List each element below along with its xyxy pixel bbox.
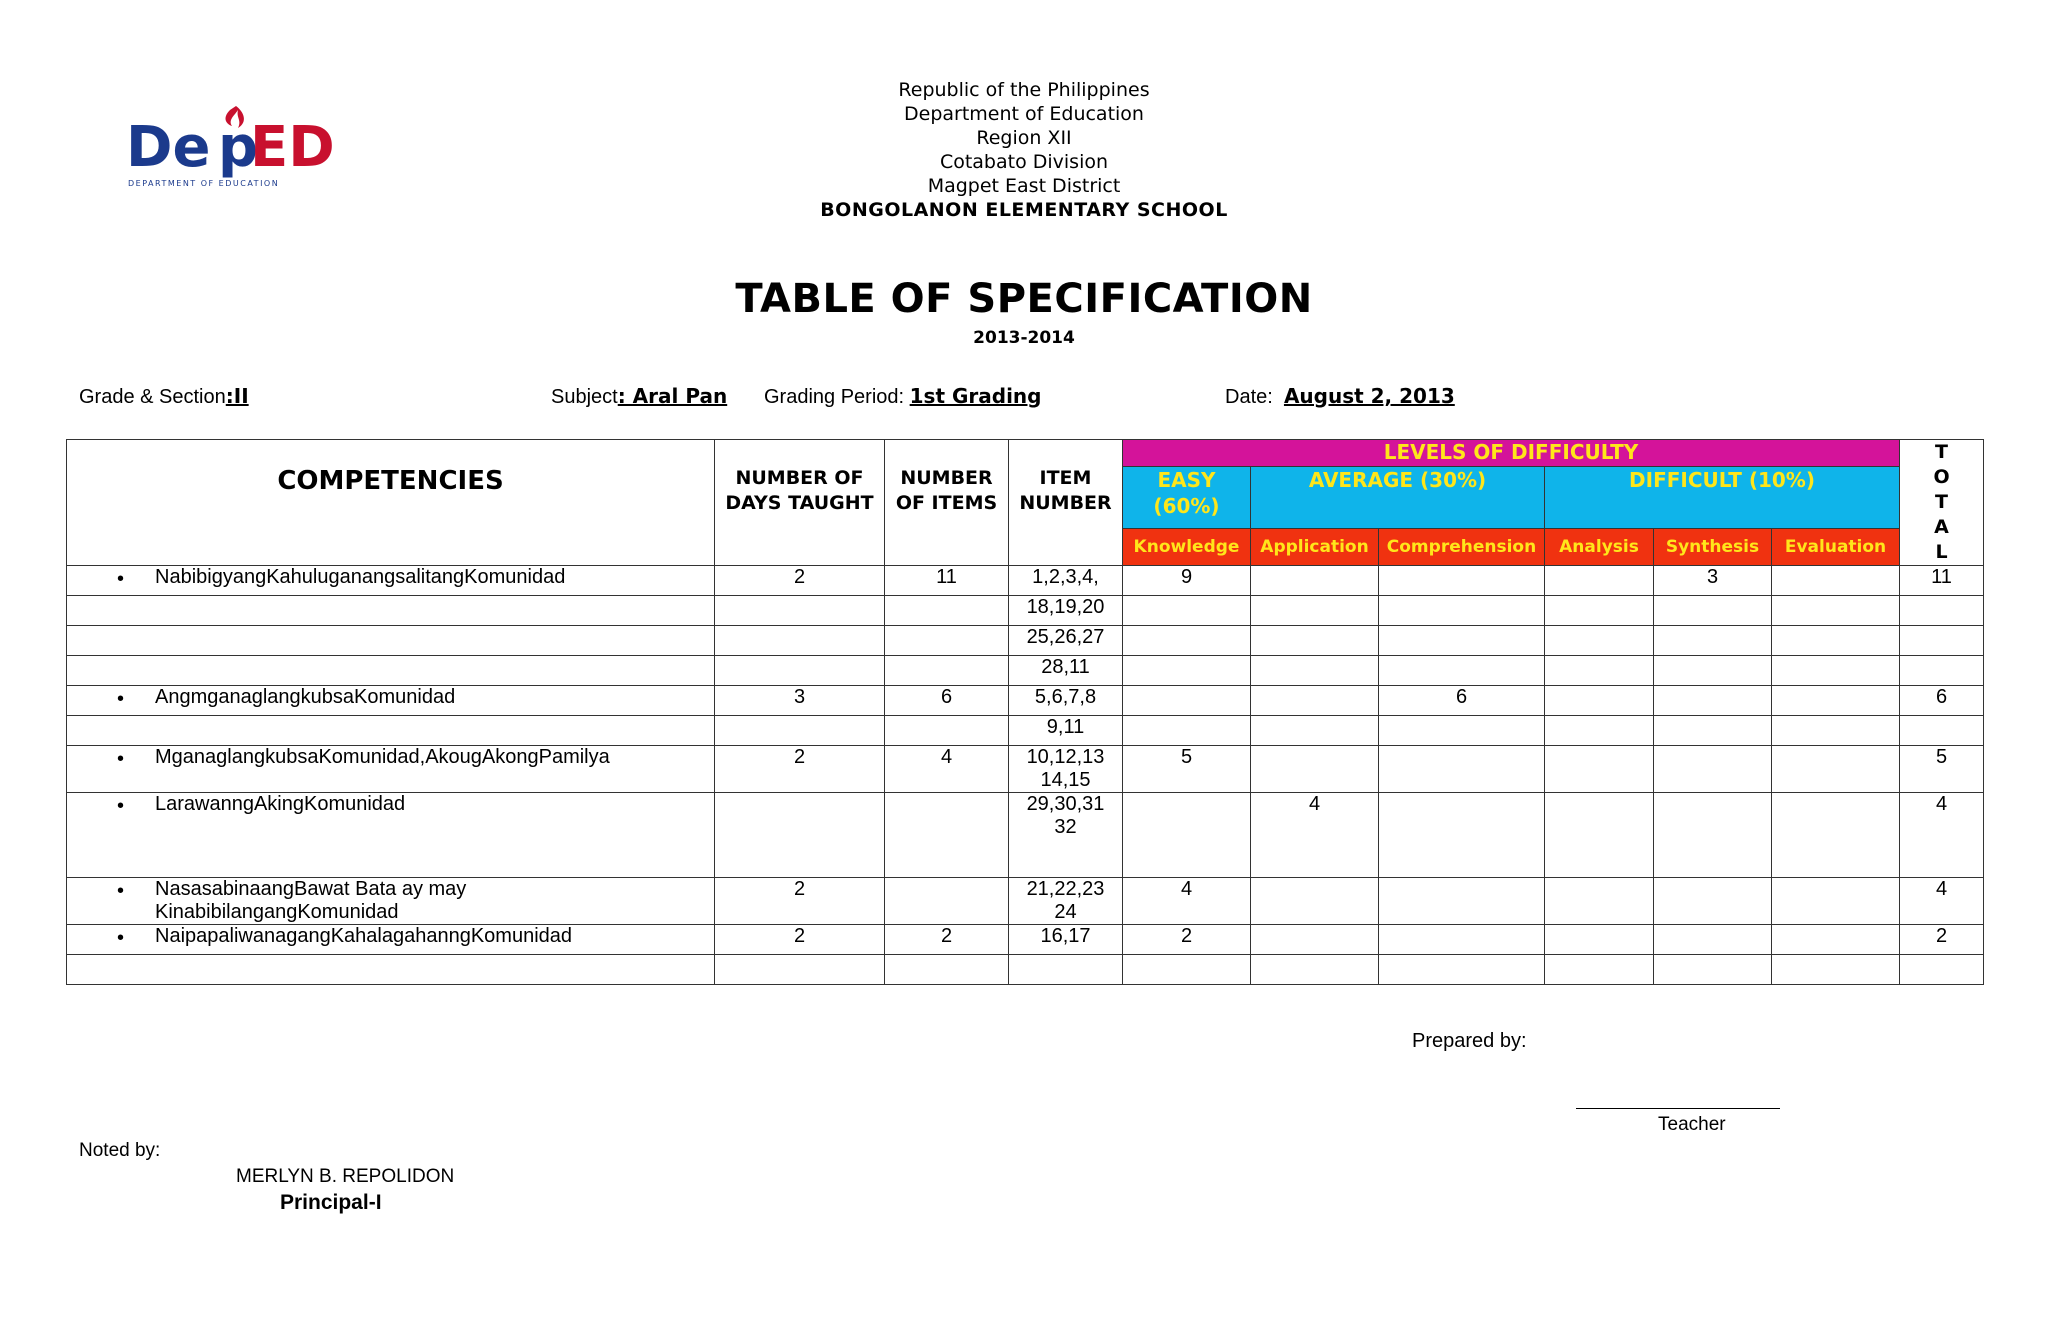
- grade-section-field: [79, 384, 249, 409]
- cell-comprehension: 6: [1379, 686, 1545, 716]
- cell-application: [1251, 596, 1379, 626]
- teacher-label: Teacher: [1658, 1114, 1726, 1135]
- cell-items: 6: [885, 686, 1009, 716]
- cell-items: 2: [885, 925, 1009, 955]
- header-line-department: Department of Education: [904, 103, 1144, 125]
- cell-application: [1251, 626, 1379, 656]
- competency-text: NabibigyangKahuluganangsalitangKomunidad: [155, 566, 566, 588]
- competency-cell: [67, 596, 715, 626]
- cell-item-no: 29,30,31 32: [1009, 793, 1123, 878]
- cell-item-no: 18,19,20: [1009, 596, 1123, 626]
- cell-synthesis: [1654, 878, 1772, 925]
- cell-days: [715, 793, 885, 878]
- table-body: [67, 566, 1984, 985]
- header-evaluation: Evaluation: [1772, 529, 1900, 566]
- cell-synthesis: [1654, 596, 1772, 626]
- teacher-signature-line: [1576, 1108, 1780, 1109]
- competency-cell: [67, 925, 715, 955]
- logo-text-p: p: [218, 115, 259, 180]
- header-easy: EASY (60%): [1123, 467, 1251, 529]
- cell-evaluation: [1772, 955, 1900, 985]
- table-row: [67, 656, 1984, 686]
- header-line-region: Region XII: [976, 127, 1072, 149]
- cell-total: 6: [1900, 686, 1984, 716]
- competency-cell: [67, 686, 715, 716]
- grading-period-field: [764, 384, 1042, 409]
- cell-total: [1900, 596, 1984, 626]
- cell-evaluation: [1772, 686, 1900, 716]
- cell-synthesis: [1654, 793, 1772, 878]
- logo-subtitle: DEPARTMENT OF EDUCATION: [128, 179, 280, 188]
- grading-period-label: Grading Period:: [764, 386, 910, 408]
- cell-items: 11: [885, 566, 1009, 596]
- competency-text: LarawanngAkingKomunidad: [155, 793, 406, 815]
- cell-comprehension: [1379, 878, 1545, 925]
- competency-text: KinabibilangangKomunidad: [155, 901, 399, 923]
- header-number-of-items: NUMBER OF ITEMS: [885, 440, 1009, 566]
- cell-days: [715, 656, 885, 686]
- cell-comprehension: [1379, 793, 1545, 878]
- document-header: [0, 78, 2048, 222]
- table-row: [67, 746, 1984, 793]
- subject-value: : Aral Pan: [617, 384, 728, 408]
- cell-knowledge: 4: [1123, 878, 1251, 925]
- cell-item-no: 21,22,23 24: [1009, 878, 1123, 925]
- cell-application: [1251, 566, 1379, 596]
- table-row: [67, 566, 1984, 596]
- competency-cell: [67, 955, 715, 985]
- cell-analysis: [1545, 878, 1654, 925]
- specification-table: [66, 439, 1984, 985]
- cell-knowledge: [1123, 656, 1251, 686]
- cell-knowledge: [1123, 793, 1251, 878]
- bullet-icon: •: [117, 880, 125, 902]
- cell-synthesis: [1654, 626, 1772, 656]
- cell-knowledge: [1123, 955, 1251, 985]
- cell-analysis: [1545, 925, 1654, 955]
- school-name: BONGOLANON ELEMENTARY SCHOOL: [820, 199, 1228, 221]
- cell-item-no: 5,6,7,8: [1009, 686, 1123, 716]
- table-row: [67, 686, 1984, 716]
- cell-comprehension: [1379, 716, 1545, 746]
- cell-comprehension: [1379, 656, 1545, 686]
- cell-items: [885, 878, 1009, 925]
- header-analysis: Analysis: [1545, 529, 1654, 566]
- header-synthesis: Synthesis: [1654, 529, 1772, 566]
- cell-days: [715, 716, 885, 746]
- cell-total: 11: [1900, 566, 1984, 596]
- header-knowledge: Knowledge: [1123, 529, 1251, 566]
- cell-items: [885, 626, 1009, 656]
- cell-synthesis: [1654, 746, 1772, 793]
- cell-application: [1251, 925, 1379, 955]
- cell-item-no: [1009, 955, 1123, 985]
- cell-application: [1251, 716, 1379, 746]
- competency-text: NaipapaliwanagangKahalagahanngKomunidad: [155, 925, 573, 947]
- cell-evaluation: [1772, 925, 1900, 955]
- cell-knowledge: 9: [1123, 566, 1251, 596]
- cell-evaluation: [1772, 626, 1900, 656]
- header-item-number: ITEM NUMBER: [1009, 440, 1123, 566]
- subject-field: [551, 384, 727, 409]
- cell-synthesis: [1654, 955, 1772, 985]
- cell-application: [1251, 656, 1379, 686]
- cell-comprehension: [1379, 925, 1545, 955]
- cell-knowledge: 2: [1123, 925, 1251, 955]
- cell-application: [1251, 955, 1379, 985]
- competency-cell: [67, 878, 715, 925]
- cell-knowledge: [1123, 686, 1251, 716]
- header-line-republic: Republic of the Philippines: [898, 79, 1150, 101]
- cell-application: 4: [1251, 793, 1379, 878]
- cell-items: [885, 656, 1009, 686]
- cell-analysis: [1545, 955, 1654, 985]
- cell-synthesis: [1654, 686, 1772, 716]
- table-row: [67, 878, 1984, 925]
- header-line-division: Cotabato Division: [939, 151, 1109, 173]
- table-row: [67, 925, 1984, 955]
- date-field: [1225, 384, 1455, 409]
- cell-items: [885, 793, 1009, 878]
- cell-days: 2: [715, 878, 885, 925]
- header-comprehension: Comprehension: [1379, 529, 1545, 566]
- cell-application: [1251, 878, 1379, 925]
- bullet-icon: •: [117, 748, 125, 770]
- cell-application: [1251, 686, 1379, 716]
- cell-evaluation: [1772, 596, 1900, 626]
- prepared-by-label: Prepared by:: [1412, 1030, 1527, 1052]
- table-row: [67, 596, 1984, 626]
- competency-text: AngmganaglangkubsaKomunidad: [155, 686, 456, 708]
- school-year: 2013-2014: [973, 328, 1075, 348]
- cell-analysis: [1545, 746, 1654, 793]
- cell-synthesis: [1654, 925, 1772, 955]
- cell-days: 2: [715, 746, 885, 793]
- cell-evaluation: [1772, 793, 1900, 878]
- grade-section-label: Grade & Section: [79, 386, 226, 408]
- cell-total: [1900, 626, 1984, 656]
- cell-item-no: 9,11: [1009, 716, 1123, 746]
- cell-synthesis: 3: [1654, 566, 1772, 596]
- cell-analysis: [1545, 596, 1654, 626]
- bullet-icon: •: [117, 795, 125, 817]
- cell-total: 5: [1900, 746, 1984, 793]
- competency-text: MganaglangkubsaKomunidad,AkougAkongPamilya: [155, 746, 610, 768]
- competency-cell: [67, 626, 715, 656]
- table-row: [67, 793, 1984, 878]
- cell-analysis: [1545, 626, 1654, 656]
- table-row: [67, 626, 1984, 656]
- header-competencies: COMPETENCIES: [67, 440, 715, 566]
- cell-evaluation: [1772, 656, 1900, 686]
- cell-days: 2: [715, 925, 885, 955]
- cell-days: [715, 955, 885, 985]
- header-application: Application: [1251, 529, 1379, 566]
- principal-title: Principal-I: [280, 1191, 382, 1214]
- cell-total: [1900, 656, 1984, 686]
- cell-application: [1251, 746, 1379, 793]
- table-row: [67, 716, 1984, 746]
- subject-label: Subject: [551, 386, 618, 408]
- competency-cell: [67, 746, 715, 793]
- cell-days: [715, 596, 885, 626]
- logo-text-de: De: [126, 115, 211, 180]
- grade-section-value: :II: [225, 384, 249, 408]
- cell-total: 4: [1900, 878, 1984, 925]
- cell-evaluation: [1772, 878, 1900, 925]
- cell-evaluation: [1772, 746, 1900, 793]
- cell-items: [885, 716, 1009, 746]
- cell-synthesis: [1654, 656, 1772, 686]
- bullet-icon: •: [117, 927, 125, 949]
- header-average: AVERAGE (30%): [1251, 467, 1545, 529]
- table-row: [67, 955, 1984, 985]
- bullet-icon: •: [117, 688, 125, 710]
- cell-comprehension: [1379, 626, 1545, 656]
- competency-cell: [67, 566, 715, 596]
- cell-comprehension: [1379, 746, 1545, 793]
- competency-cell: [67, 716, 715, 746]
- cell-knowledge: [1123, 596, 1251, 626]
- cell-analysis: [1545, 686, 1654, 716]
- cell-items: [885, 596, 1009, 626]
- cell-total: [1900, 955, 1984, 985]
- cell-evaluation: [1772, 566, 1900, 596]
- principal-name: MERLYN B. REPOLIDON: [236, 1166, 455, 1187]
- noted-by-label: Noted by:: [79, 1140, 161, 1161]
- cell-item-no: 25,26,27: [1009, 626, 1123, 656]
- competency-cell: [67, 656, 715, 686]
- cell-days: 3: [715, 686, 885, 716]
- header-line-district: Magpet East District: [927, 175, 1121, 197]
- cell-analysis: [1545, 793, 1654, 878]
- cell-total: 4: [1900, 793, 1984, 878]
- cell-analysis: [1545, 566, 1654, 596]
- cell-days: [715, 626, 885, 656]
- cell-evaluation: [1772, 716, 1900, 746]
- header-total: T O T A L: [1900, 440, 1984, 566]
- cell-comprehension: [1379, 955, 1545, 985]
- cell-comprehension: [1379, 566, 1545, 596]
- cell-total: [1900, 716, 1984, 746]
- cell-item-no: 10,12,13 14,15: [1009, 746, 1123, 793]
- cell-item-no: 28,11: [1009, 656, 1123, 686]
- cell-knowledge: [1123, 626, 1251, 656]
- cell-knowledge: [1123, 716, 1251, 746]
- cell-knowledge: 5: [1123, 746, 1251, 793]
- cell-items: [885, 955, 1009, 985]
- cell-items: 4: [885, 746, 1009, 793]
- competency-text: NasasabinaangBawat Bata ay may: [155, 878, 467, 900]
- grading-period-value: 1st Grading: [909, 384, 1042, 408]
- date-label: Date:: [1225, 386, 1273, 408]
- date-value: August 2, 2013: [1283, 384, 1455, 408]
- cell-comprehension: [1379, 596, 1545, 626]
- cell-synthesis: [1654, 716, 1772, 746]
- cell-analysis: [1545, 656, 1654, 686]
- header-days-taught: NUMBER OF DAYS TAUGHT: [715, 440, 885, 566]
- cell-item-no: 1,2,3,4,: [1009, 566, 1123, 596]
- header-difficult: DIFFICULT (10%): [1545, 467, 1900, 529]
- page-title: TABLE OF SPECIFICATION: [735, 276, 1313, 322]
- cell-analysis: [1545, 716, 1654, 746]
- cell-days: 2: [715, 566, 885, 596]
- cell-total: 2: [1900, 925, 1984, 955]
- logo-text-ed: ED: [250, 115, 335, 180]
- cell-item-no: 16,17: [1009, 925, 1123, 955]
- header-levels-of-difficulty: LEVELS OF DIFFICULTY: [1123, 440, 1900, 467]
- bullet-icon: •: [117, 568, 125, 590]
- competency-cell: [67, 793, 715, 878]
